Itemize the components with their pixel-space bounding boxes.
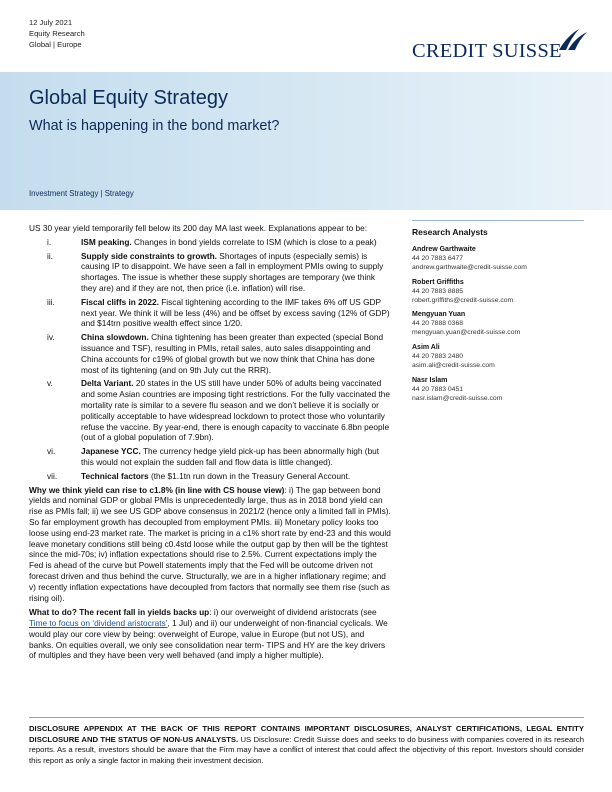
report-division: Equity Research [29, 29, 85, 38]
why-text: : i) The gap between bond yields and nominal GDP or global PMIs is unprecedentedly large, thus as in 2018 bond yield can rise as PMIs fall; ii) we see US GDP above consensus in 2021/2 (hence only a limited fall in PMIs). So far employment growth has decoupled from employment PMIs. iii) Monetary policy looks too loose using end-23 market rate. The market is pricing in a c1% short rate by end-23 and this would leave monetary conditions still being c0.4std loose while the output gap by then will be the tightest since the mid-70s; iv) inflation expectations should rise to 2.5%. Current expectations imply the Fed is ahead of the curve but Powell statements imply that the Fed will be outcome driven not forecast driven and thus behind the curve. Structurally, we are in a higher inflationary regime; and v) recently inflation expectations have decoupled from factors that normally see them rise (such as rising oil). [29, 484, 391, 603]
reason-text: 20 states in the US still have under 50% of adults being vaccinated and some Asian countries are imposing tight restrictions. For the fully vaccinated the mortality rate is similar to a severe flu season and we don’t believe it is socially or politically acceptable to have widespread lockdown to protect those who voluntarily refuse the vaccine. By year-end, there is enough capacity to vaccinate 6.8bn people (out of a global population of 7.9bn). [81, 378, 390, 443]
analyst-card [412, 279, 584, 306]
intro-paragraph: US 30 year yield temporarily fell below its 200 day MA last week. Explanations appear to be: [29, 223, 368, 233]
analyst-name: Nasr Islam [412, 376, 448, 384]
page-title: Global Equity Strategy [29, 87, 228, 109]
reason-text: (the $1.1tn run down in the Treasury General Account. [148, 470, 351, 481]
list-item: v. Delta Variant. 20 states in the US still have under 50% of adults being vaccinated and some Asian countries are imposing tight restrictions. For the fully vaccinated the mortality rate is similar to a severe flu season and we don’t believe it is socially or politically acceptable to have widespread lockdown to protect those who voluntarily refuse the vaccine. By year-end, there is enough capacity to vaccinate 6.8bn people (out of a global population of 7.9bn). [47, 378, 390, 443]
list-item: iv. China slowdown. China tightening has been greater than expected (special Bond issuance and TSF), resulting in PMIs, retail sales, auto sales disappointing and China accounts for c19% of global growth but we now think that China has done most of its tightening (and on 9th July cut the RRR). [47, 332, 384, 375]
report-series: Investment Strategy | Strategy [29, 189, 134, 198]
why-paragraph [29, 485, 391, 604]
reason-text: Changes in bond yields correlate to ISM (which is close to a peak) [131, 236, 377, 247]
analyst-card [412, 246, 584, 273]
what-heading: What to do? The recent fall in yields backs up [29, 607, 210, 618]
reason-heading: Delta Variant. [81, 378, 134, 389]
analyst-email[interactable]: nasr.islam@credit-suisse.com [412, 394, 503, 402]
logo-wordmark: CREDIT SUISSE [412, 40, 562, 62]
list-item: ii. Supply side constraints to growth. Shortages of inputs (especially semis) is causing IP to disappoint. We have seen a fall in employment PMIs owing to supply shortages. The issue is whether these supply shortages are temporary (we think they are) and if they are not, then price (i.e. inflation) will rise. [47, 250, 384, 293]
reason-heading: Supply side constraints to growth. [81, 250, 217, 261]
report-date: 12 July 2021 [29, 18, 73, 27]
sidebar-heading: Research Analysts [412, 227, 488, 237]
analyst-card [412, 344, 584, 371]
analyst-name: Andrew Garthwaite [412, 246, 476, 253]
analyst-card [412, 377, 584, 404]
reason-heading: ISM peaking. [81, 236, 132, 247]
list-item: vi. Japanese YCC. The currency hedge yield pick-up has been abnormally high (but this would not explain the sudden fall and flow data is little changed). [47, 446, 380, 467]
analyst-email[interactable]: robert.griffiths@credit-suisse.com [412, 296, 514, 304]
reason-heading: China slowdown. [81, 332, 149, 343]
list-item: iii. Fiscal cliffs in 2022. Fiscal tightening according to the IMF takes 6% off US GDP next year. We think it will be less (4%) and be offset by excess saving (12% of GDP) and $14trn positive wealth effect since 1/20. [47, 296, 390, 329]
analyst-name: Mengyuan Yuan [412, 311, 466, 319]
reason-heading: Japanese YCC. [81, 446, 141, 457]
reason-heading: Technical factors [81, 470, 149, 481]
reason-text: The currency hedge yield pick-up has been abnormally high (but this would not explain the sudden fall and flow data is little changed). [81, 446, 380, 467]
reason-text: Shortages of inputs (especially semis) is causing IP to disappoint. We have seen a fall in employment PMIs owing to supply shortages. The issue is whether these supply shortages are temporary (we think they are) and if they are not, then price (i.e. inflation) will rise. [81, 250, 384, 293]
dividend-aristocrats-link[interactable]: Time to focus on ‘dividend aristocrats’ [29, 618, 168, 629]
reason-heading: Fiscal cliffs in 2022. [81, 296, 159, 307]
reasons-list [29, 237, 391, 482]
why-heading: Why we think yield can rise to c1.8% (in line with CS house view) [29, 484, 285, 495]
what-text-2: , 1 Jul) and ii) our underweight of non-financial cyclicals. We would play our core view by being: overweight of Europe, value in Europe (but not US), and banks. On equities overall, we only see consolidation near term- TIPS and HY are the key drivers of multiples and they have been very well behaved (and imply a higher multiple). [29, 618, 388, 661]
analyst-phone: 44 20 7883 6477 [412, 254, 464, 262]
report-region: Global | Europe [29, 40, 82, 49]
analyst-card [412, 311, 584, 338]
analyst-email[interactable]: asim.ali@credit-suisse.com [412, 361, 495, 369]
analyst-phone: 44 20 7883 0451 [412, 385, 464, 393]
analyst-name: Robert Griffiths [412, 278, 464, 286]
disclosure-footer [29, 717, 584, 766]
analyst-email[interactable]: andrew.garthwaite@credit-suisse.com [412, 263, 527, 271]
disclosure-text: US Disclosure: Credit Suisse does and seeks to do business with companies covered in its research reports. As a result, investors should be aware that the Firm may have a conflict of interest that could affect the objectivity of this report. Investors should consider this report as only a single factor in making their investment decision. [29, 734, 584, 765]
disclosure-bold: DISCLOSURE APPENDIX AT THE BACK OF THIS REPORT CONTAINS IMPORTANT DISCLOSURES, ANALYST CERTIFICATIONS, LEGAL ENTITY DISCLOSURE AND THE STATUS OF NON-US ANALYSTS. [29, 724, 584, 744]
reason-text: Fiscal tightening according to the IMF takes 6% off US GDP next year. We think it will be less (4%) and be offset by excess saving (12% of GDP) and $14trn positive wealth effect since 1/20. [81, 296, 390, 329]
page-subtitle: What is happening in the bond market? [29, 118, 280, 134]
analyst-sidebar [412, 220, 584, 410]
analyst-phone: 44 20 7883 2480 [412, 353, 464, 361]
main-text [29, 223, 391, 665]
list-item: i. ISM peaking. Changes in bond yields correlate to ISM (which is close to a peak) [47, 236, 377, 247]
sidebar-divider [412, 220, 584, 221]
analyst-name: Asim Ali [412, 344, 440, 352]
analyst-phone: 44 20 7888 0368 [412, 320, 464, 328]
what-text-1: : i) our overweight of dividend aristocrats (see [209, 607, 377, 618]
list-item: vii. Technical factors (the $1.1tn run down in the Treasury General Account. [47, 470, 351, 481]
sails-logo-icon [557, 26, 589, 52]
what-paragraph [29, 607, 391, 661]
report-meta [29, 17, 85, 50]
analyst-phone: 44 20 7883 8885 [412, 287, 464, 295]
reason-text: China tightening has been greater than expected (special Bond issuance and TSF), resulting in PMIs, retail sales, auto sales disappointing and China accounts for c19% of global growth but we now think that China has done most of its tightening (and on 9th July cut the RRR). [81, 332, 384, 375]
analyst-email[interactable]: mengyuan.yuan@credit-suisse.com [412, 329, 521, 337]
credit-suisse-logo [412, 26, 587, 66]
